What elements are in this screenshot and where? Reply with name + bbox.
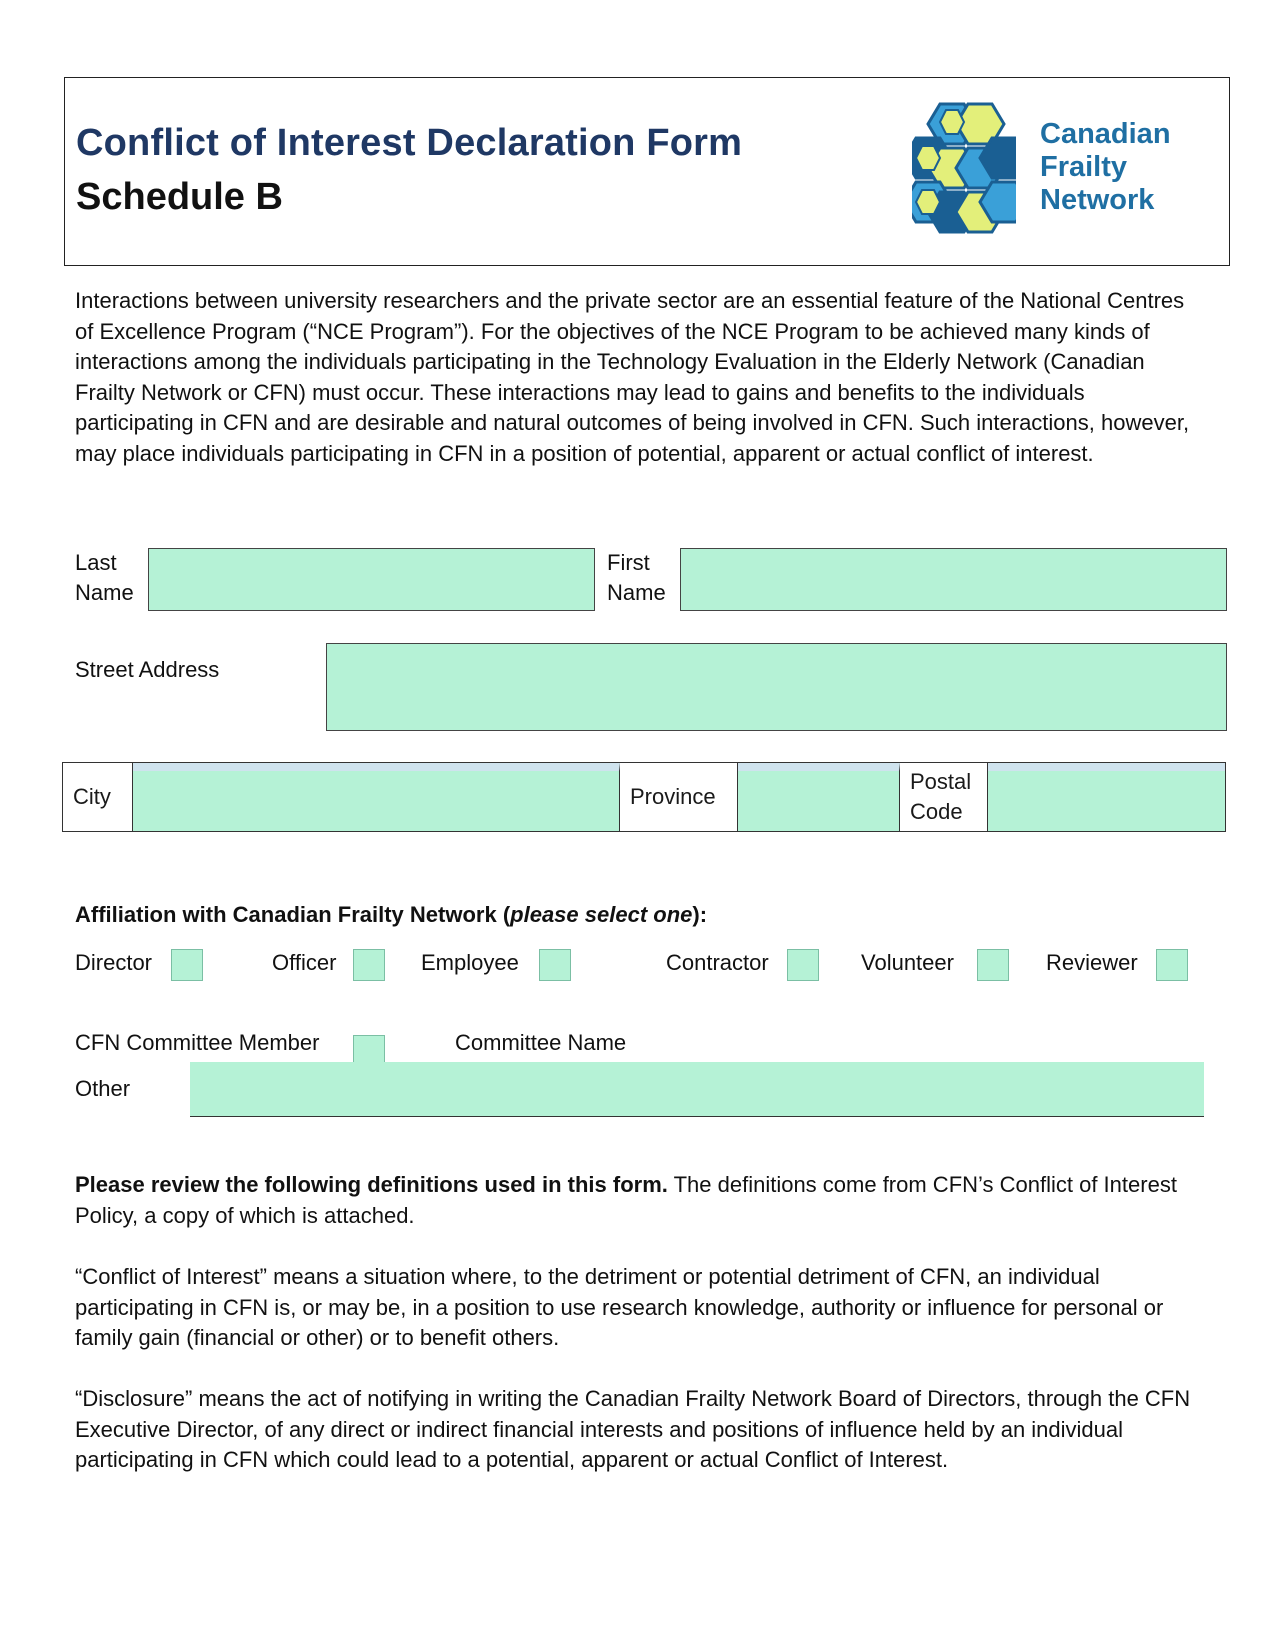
- option-volunteer-label: Volunteer: [861, 950, 954, 975]
- logo-line-2: Frailty: [1040, 151, 1128, 183]
- form-subtitle: Schedule B: [76, 176, 283, 218]
- employee-checkbox[interactable]: [539, 949, 571, 981]
- director-checkbox[interactable]: [171, 949, 203, 981]
- option-director-label: Director: [75, 950, 153, 975]
- province-field[interactable]: [738, 763, 900, 831]
- city-field[interactable]: [133, 763, 620, 831]
- city-province-postal-row: [62, 762, 1226, 832]
- conflict-definition: “Conflict of Interest” means a situation where, to the detriment or potential detriment of CFN, an individual participating in CFN is, or may be, in a position to use research knowledge, authority or influence for personal or family gain (financial or other) or to benefit others.: [75, 1264, 1164, 1350]
- option-officer-label: Officer: [272, 950, 337, 975]
- street-address-label: Street Address: [75, 657, 220, 682]
- street-address-field[interactable]: [326, 643, 1227, 731]
- contractor-checkbox[interactable]: [787, 949, 819, 981]
- option-contractor-label: Contractor: [666, 950, 769, 975]
- definitions-intro: Please review the following definitions used in this form. The definitions come from CFN’s Conflict of Interest Policy, a copy of which is attached.: [75, 1172, 1177, 1228]
- disclosure-definition: “Disclosure” means the act of notifying in writing the Canadian Frailty Network Board of Directors, through the CFN Executive Director, of any direct or indirect financial interests and positions of influence held by an individual participating in CFN which could lead to a potential, apparent or actual Conflict of Interest.: [75, 1386, 1191, 1472]
- cfn-logo-icon: [912, 102, 1016, 238]
- option-reviewer-label: Reviewer: [1046, 950, 1138, 975]
- other-field[interactable]: [190, 1062, 1204, 1117]
- affiliation-heading: Affiliation with Canadian Frailty Network (please select one):: [75, 902, 708, 927]
- first-name-label: First Name: [607, 550, 666, 605]
- postal-code-field[interactable]: [988, 763, 1225, 831]
- officer-checkbox[interactable]: [353, 949, 385, 981]
- cfn-logo-text: [1040, 118, 1171, 217]
- province-label: Province: [620, 763, 738, 831]
- postal-code-label: Postal Code: [900, 763, 988, 831]
- committee-name-label: Committee Name: [455, 1030, 627, 1055]
- city-label: City: [63, 763, 133, 831]
- logo-line-3: Network: [1040, 184, 1155, 216]
- first-name-field[interactable]: [680, 548, 1227, 611]
- last-name-field[interactable]: [148, 548, 595, 611]
- committee-member-label: CFN Committee Member: [75, 1030, 320, 1055]
- volunteer-checkbox[interactable]: [977, 949, 1009, 981]
- option-employee-label: Employee: [421, 950, 519, 975]
- intro-paragraph: Interactions between university researchers and the private sector are an essential feature of the National Centres of Excellence Program (“NCE Program”). For the objectives of the NCE Program to be achieved many kinds of interactions among the individuals participating in the Technology Evaluation in the Elderly Network (Canadian Frailty Network or CFN) must occur. These interactions may lead to gains and benefits to the individuals participating in CFN and are desirable and natural outcomes of being involved in CFN. Such interactions, however, may place individuals participating in CFN in a position of potential, apparent or actual conflict of interest.: [75, 288, 1190, 466]
- other-label: Other: [75, 1076, 131, 1101]
- form-title: Conflict of Interest Declaration Form: [76, 122, 743, 164]
- last-name-label: Last Name: [75, 550, 134, 605]
- logo-line-1: Canadian: [1040, 118, 1171, 150]
- reviewer-checkbox[interactable]: [1156, 949, 1188, 981]
